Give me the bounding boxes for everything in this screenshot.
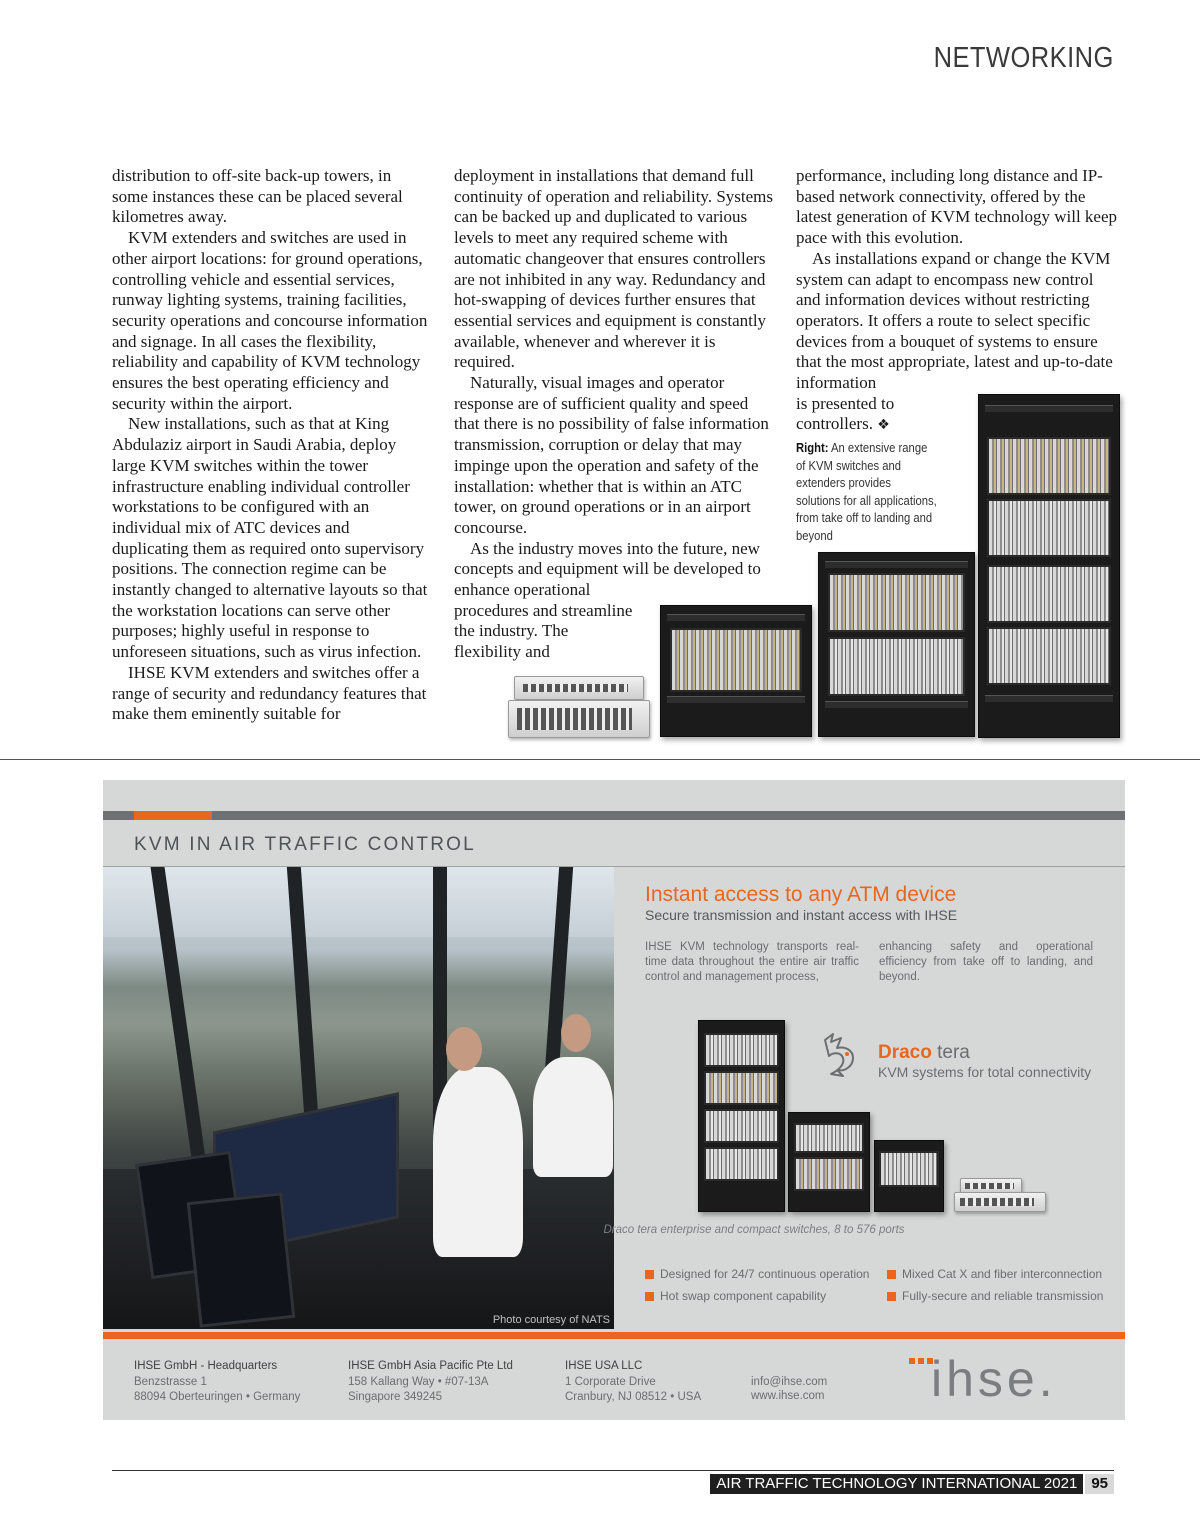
rack-unit: [978, 394, 1120, 738]
rack-unit: [698, 1020, 785, 1212]
bullet-square-icon: [887, 1270, 896, 1279]
address-hq: IHSE GmbH - Headquarters Benzstrasse 1 88094 Oberteuringen • Germany: [134, 1360, 301, 1403]
feature-item: Designed for 24/7 continuous operation: [645, 1267, 869, 1281]
brand-name: Draco tera: [878, 1042, 970, 1063]
switch-unit: [508, 700, 650, 738]
switch-unit: [514, 676, 644, 700]
end-mark-icon: ❖: [877, 417, 890, 434]
feature-item: Fully-secure and reliable transmission: [887, 1289, 1103, 1303]
paragraph: deployment in installations that demand full continuity of operation and reliability. Systems can be backed up and duplicated to various levels to meet any required scheme with automatic changeover that ensures controllers are not inhibited in any way. Redundancy and hot-swapping of devices further ensures that essential services and equipment is constantly available, whenever and wherever it is required.: [454, 166, 774, 372]
web-link[interactable]: www.ihse.com: [751, 1390, 825, 1402]
paragraph: KVM extenders and switches are used in other airport locations: for ground operations, controlling vehicle and essential services, runway lighting systems, training facilities, security operations and concourse information and signage. In all cases the flexibility, reliability and capability of KVM technology ensures the best operating efficiency and security within the airport.: [112, 228, 428, 413]
paragraph: performance, including long distance and IP-based network connectivity, offered by the latest generation of KVM technology will keep pace with this evolution.: [796, 166, 1118, 248]
bullet-square-icon: [887, 1292, 896, 1301]
email-link[interactable]: info@ihse.com: [751, 1376, 828, 1388]
ad-bottom-bar: [103, 1332, 1125, 1339]
draco-tera-product-image: [698, 1020, 1048, 1215]
ad-headline: Instant access to any ATM device: [645, 883, 957, 906]
ad-title: KVM IN AIR TRAFFIC CONTROL: [134, 834, 476, 855]
ad-accent-bar: [134, 811, 212, 820]
switch-unit: [954, 1192, 1046, 1212]
article-column-1: [112, 166, 430, 725]
paragraph: Naturally, visual images and operator response are of sufficient quality and speed that there is no possibility of false information transmission, corruption or delay that may impinge upon the operation and safety of the installation: whether that is within an ATC tower, on ground operations or in an airport concourse.: [454, 373, 769, 537]
ad-body-left: IHSE KVM technology transports real-time data throughout the entire air traffic control and management process,: [645, 941, 859, 983]
page-footer: [710, 1474, 1114, 1494]
contact-info: [751, 1375, 827, 1403]
caption-text: An extensive range of KVM switches and extenders provides solutions for all applications, from take off to landing and beyond: [796, 441, 937, 543]
paragraph-line: is presented to: [796, 393, 895, 413]
rack-unit: [874, 1140, 944, 1212]
rack-unit: [818, 552, 975, 737]
logo-text: ihse.: [931, 1355, 1057, 1400]
paragraph: New installations, such as that at King Abdulaziz airport in Saudi Arabia, deploy large KVM switches within the tower infrastructure enabling individual controller workstations to be configured with an individual mix of ATC devices and duplicating them as required onto supervisory positions. The connection regime can be instantly changed to alternative layouts so that the workstation locations can serve other purposes; highly useful in response to unforeseen situations, such as virus infection.: [112, 414, 428, 662]
ad-body-right: enhancing safety and operational efficiency from take off to landing, and beyond.: [879, 941, 1093, 983]
publication-name: AIR TRAFFIC TECHNOLOGY INTERNATIONAL 2021: [710, 1474, 1083, 1494]
section-tag: NETWORKING: [933, 42, 1114, 74]
address-usa: IHSE USA LLC 1 Corporate Drive Cranbury, NJ 08512 • USA: [565, 1360, 702, 1403]
caption-lead: Right:: [796, 441, 829, 455]
address-asia: IHSE GmbH Asia Pacific Pte Ltd 158 Kallang Way • #07-13A Singapore 349245: [348, 1360, 513, 1403]
paragraph-line: the industry. The: [454, 621, 569, 641]
advertisement: [103, 780, 1125, 1420]
brand-tagline: KVM systems for total connectivity: [878, 1064, 1092, 1080]
photo-credit: Photo courtesy of NATS: [492, 1314, 610, 1326]
bullet-square-icon: [645, 1270, 654, 1279]
feature-item: Mixed Cat X and fiber interconnection: [887, 1267, 1102, 1281]
paragraph: distribution to off-site back-up towers, in some instances these can be placed several kilometres away.: [112, 166, 403, 227]
footer-divider: [112, 1470, 1114, 1471]
page-number: 95: [1085, 1474, 1114, 1494]
paragraph-line: procedures and streamline: [454, 600, 633, 620]
ad-top-bar: [103, 811, 1125, 820]
paragraph-line: flexibility and: [454, 642, 550, 662]
bullet-square-icon: [645, 1292, 654, 1301]
control-tower-photo: [103, 867, 614, 1329]
ihse-logo: [909, 1355, 1099, 1400]
paragraph-end-text: controllers.: [796, 414, 873, 434]
feature-item: Hot swap component capability: [645, 1289, 826, 1303]
paragraph: IHSE KVM extenders and switches offer a range of security and redundancy features that make them eminently suitable for: [112, 662, 427, 724]
product-caption: Draco tera enterprise and compact switches, 8 to 576 ports: [603, 1224, 905, 1236]
ad-subhead: Secure transmission and instant access with IHSE: [645, 907, 958, 923]
paragraph: As the industry moves into the future, new concepts and equipment will be developed to enhance operational: [454, 538, 761, 600]
rack-unit: [788, 1112, 870, 1212]
divider: [0, 759, 1200, 760]
kvm-hardware-image: [500, 390, 1120, 740]
rack-unit: [660, 605, 812, 737]
paragraph: As installations expand or change the KVM system can adapt to encompass new control and information devices without restricting operators. It offers a route to select specific devices from a bouquet of systems to ensure that the most appropriate, latest and up-to-date information: [796, 248, 1113, 393]
